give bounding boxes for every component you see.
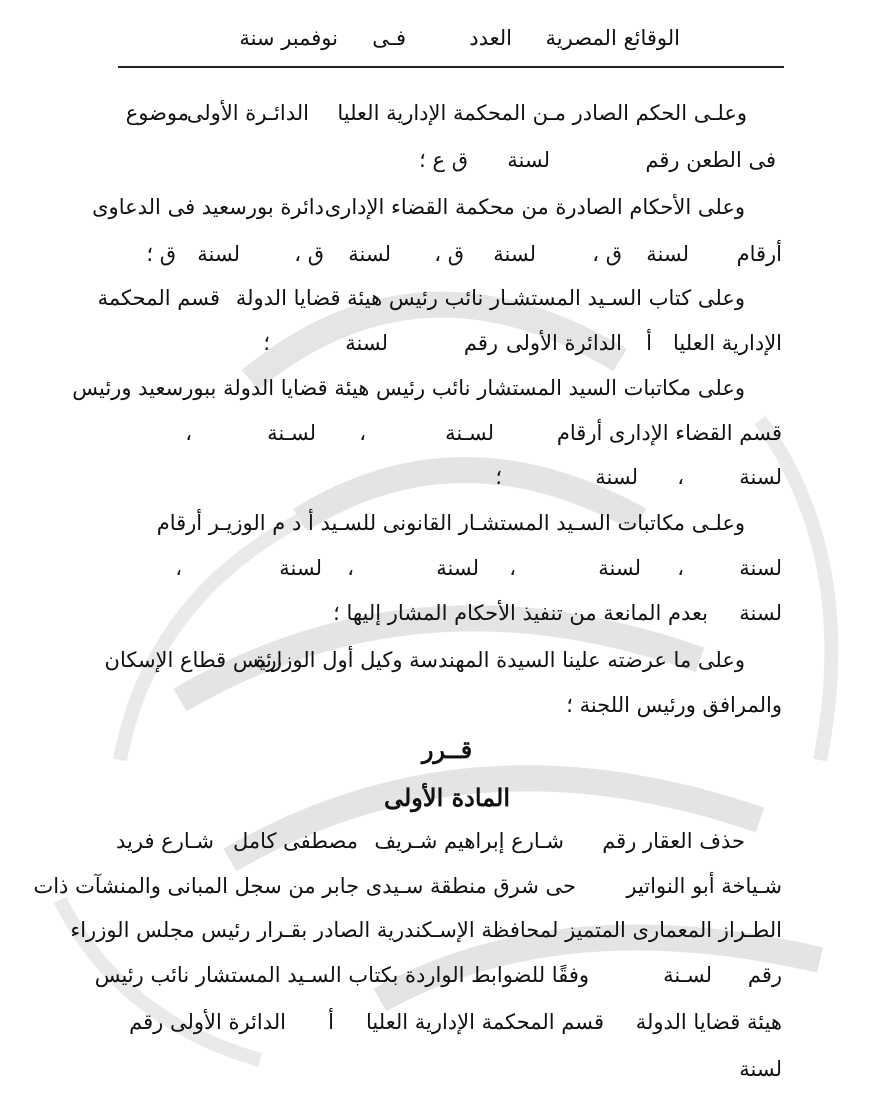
- body-text-fragment: ،: [677, 465, 684, 489]
- body-text-fragment: ،: [509, 556, 516, 580]
- body-text-fragment: حذف العقار رقم: [602, 829, 745, 853]
- decision-heading: قــرر: [421, 735, 473, 764]
- body-text-fragment: ،: [185, 421, 192, 445]
- body-text-fragment: موضوع: [125, 101, 189, 125]
- body-text-fragment: لسنة: [595, 465, 638, 489]
- body-text-line: وعلى مكاتبات السيد المستشار نائب رئيس هيئة قضايا الدولة ببورسعيد ورئيس: [72, 376, 745, 400]
- page-header: [0, 26, 894, 60]
- body-text-fragment: الإدارية العليا: [673, 331, 782, 355]
- body-text-fragment: وفقًا للضوابط الواردة بكتاب السـيد المستشار نائب رئيس: [94, 963, 589, 987]
- header-publication: الوقائع المصرية: [545, 26, 680, 50]
- body-text-fragment: أرقام: [736, 242, 782, 266]
- body-text-fragment: رئيس قطاع الإسكان: [104, 648, 282, 672]
- body-text-fragment: ق ؛: [146, 242, 176, 266]
- body-text-line: والمرافق ورئيس اللجنة ؛: [566, 693, 782, 717]
- body-text-fragment: قسم القضاء الإدارى أرقام: [556, 421, 782, 445]
- body-text-fragment: مصطفى كامل: [232, 829, 358, 853]
- header-in-word: فـى: [372, 26, 406, 50]
- body-text-fragment: ،: [347, 556, 354, 580]
- body-text-fragment: ق ،: [592, 242, 622, 266]
- body-text-fragment: ،: [359, 421, 366, 445]
- body-text-line: وعلـى الحكم الصادر مـن المحكمة الإدارية العليا: [337, 101, 747, 125]
- body-text-fragment: ق ع ؛: [419, 148, 468, 172]
- body-text-fragment: ،: [677, 556, 684, 580]
- body-text-fragment: لسنة: [436, 556, 479, 580]
- body-text-fragment: لسنة: [345, 331, 388, 355]
- body-text-line: الطـراز المعمارى المتميز لمحافظة الإسـكندرية الصادر بقـرار رئيس مجلس الوزراء: [70, 918, 782, 942]
- header-issue-label: العدد: [469, 26, 512, 50]
- body-text-fragment: لسنة: [739, 465, 782, 489]
- body-text-fragment: لسنة: [493, 242, 536, 266]
- body-text-fragment: لسنة: [348, 242, 391, 266]
- body-text-fragment: أ: [646, 331, 652, 355]
- body-text-fragment: دائرة بورسعيد فى الدعاوى: [92, 195, 324, 219]
- body-text-fragment: لسـنة: [267, 421, 316, 445]
- header-date-label: نوفمبر سنة: [239, 26, 338, 50]
- body-text-fragment: ق ،: [294, 242, 324, 266]
- body-text-fragment: فى الطعن رقم: [645, 148, 776, 172]
- body-text-fragment: لسنة: [739, 601, 782, 625]
- body-text-fragment: رقم: [463, 331, 498, 355]
- body-text-fragment: حى شرق منطقة سـيدى جابر من سجل المبانى والمنشآت ذات: [33, 874, 576, 898]
- body-text-fragment: ؛: [263, 331, 270, 355]
- body-text-fragment: لسـنة: [445, 421, 494, 445]
- body-text-fragment: الدائرة الأولى: [505, 331, 622, 355]
- body-text-fragment: قسم المحكمة الإدارية العليا: [366, 1010, 604, 1034]
- body-text-line: وعلـى مكاتبات السـيد المستشـار القانونى للسـيد أ د م الوزيـر أرقام: [156, 511, 745, 535]
- body-text-fragment: شـارع فريد: [116, 829, 214, 853]
- body-text-line: وعلى كتاب السـيد المستشـار نائب رئيس هيئة قضايا الدولة: [235, 286, 745, 310]
- header-divider: [118, 66, 784, 68]
- body-text-fragment: لسنة: [739, 1057, 782, 1081]
- body-text-fragment: ،: [175, 556, 182, 580]
- body-text-fragment: أ: [328, 1010, 334, 1034]
- body-text-fragment: الدائـرة الأولى: [186, 101, 309, 125]
- body-text-fragment: رقم: [747, 963, 782, 987]
- body-text-fragment: شـارع إبراهيم شـريف: [374, 829, 564, 853]
- body-text-fragment: شـياخة أبو النواتير: [626, 874, 782, 898]
- body-text-fragment: لسنة: [197, 242, 240, 266]
- body-text-fragment: لسنة: [598, 556, 641, 580]
- body-text-fragment: هيئة قضايا الدولة: [635, 1010, 782, 1034]
- body-text-line: وعلى الأحكام الصادرة من محكمة القضاء الإدارى: [324, 195, 745, 219]
- body-text-line: وعلى ما عرضته علينا السيدة المهندسة وكيل أول الوزارة: [255, 648, 745, 672]
- article-heading: المادة الأولى: [383, 783, 511, 812]
- body-text-fragment: قسم المحكمة: [97, 286, 220, 310]
- body-text-fragment: بعدم المانعة من تنفيذ الأحكام المشار إليها ؛: [333, 601, 708, 625]
- body-text-fragment: لسنة: [507, 148, 550, 172]
- body-text-fragment: ق ،: [434, 242, 464, 266]
- body-text-fragment: لسنة: [646, 242, 689, 266]
- body-text-fragment: لسـنة: [663, 963, 712, 987]
- body-text-fragment: لسنة: [279, 556, 322, 580]
- body-text-fragment: ؛: [495, 465, 502, 489]
- body-text-fragment: الدائرة الأولى رقم: [129, 1010, 286, 1034]
- body-text-fragment: لسنة: [739, 556, 782, 580]
